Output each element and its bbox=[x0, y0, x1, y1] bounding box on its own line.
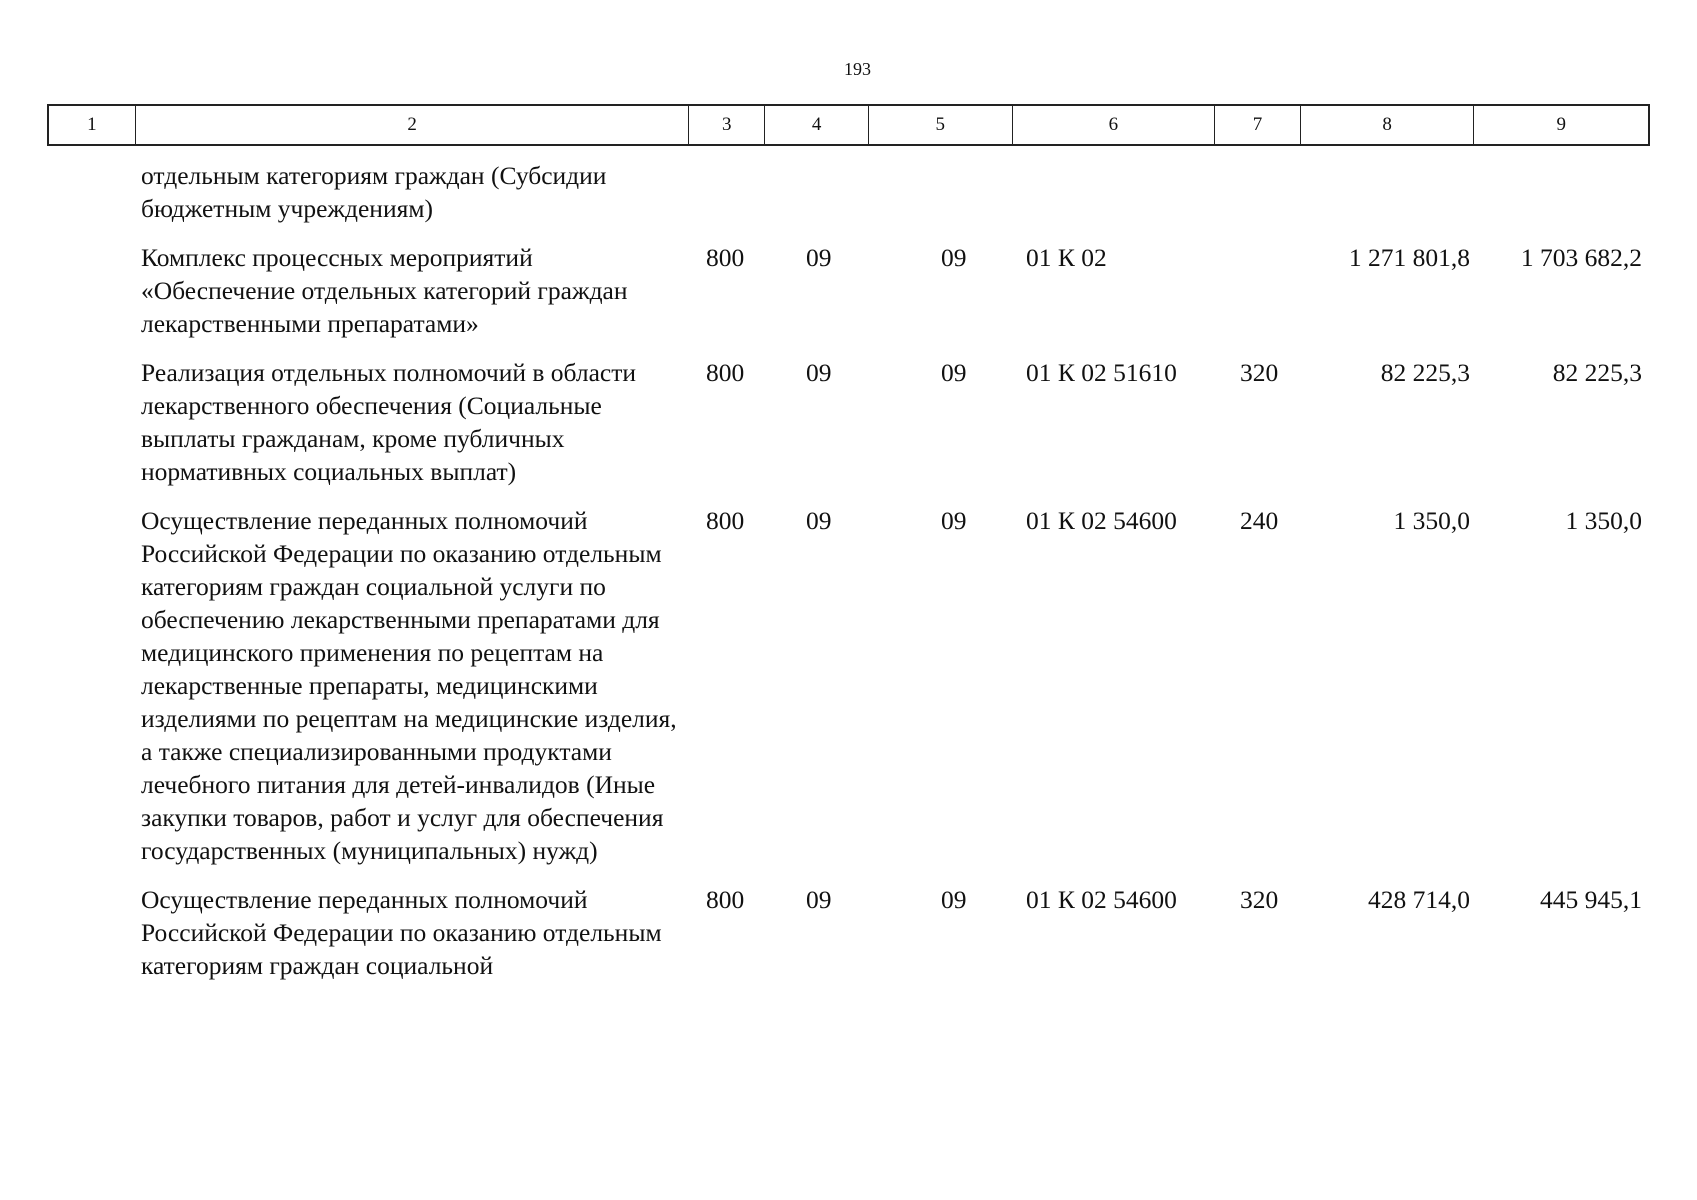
row-cell-5: 09 bbox=[941, 358, 967, 387]
row-cell-4 bbox=[766, 159, 870, 225]
column-header-6: 6 bbox=[1013, 106, 1216, 144]
row-cell-8: 428 714,0 bbox=[1368, 885, 1470, 914]
row-cell-3: 800 bbox=[706, 885, 745, 914]
column-header-4: 4 bbox=[765, 106, 869, 144]
row-cell-6: 01 К 02 54600 bbox=[1026, 885, 1177, 914]
row-cell-8: 1 350,0 bbox=[1393, 506, 1470, 535]
row-cell-4: 09 bbox=[806, 506, 832, 535]
row-cell-8: 82 225,3 bbox=[1380, 358, 1470, 387]
table-row bbox=[0, 356, 1697, 488]
column-header-5: 5 bbox=[869, 106, 1013, 144]
row-cell-8 bbox=[1303, 159, 1477, 225]
row-cell-5: 09 bbox=[941, 243, 967, 272]
table-row bbox=[0, 159, 1697, 225]
column-header-9: 9 bbox=[1556, 114, 1566, 135]
column-header-2: 2 bbox=[136, 106, 690, 144]
row-cell-6: 01 К 02 bbox=[1026, 243, 1107, 272]
row-cell-5 bbox=[870, 159, 1014, 225]
row-cell-9 bbox=[1477, 159, 1650, 225]
column-header-1: 1 bbox=[49, 106, 136, 144]
row-cell-9: 1 350,0 bbox=[1565, 506, 1642, 535]
row-name-cell: отдельным категориям граждан (Субсидии бюджетным учреждениям) bbox=[141, 161, 607, 223]
row-cell-3 bbox=[690, 159, 766, 225]
table-row bbox=[0, 241, 1697, 340]
row-cell-3: 800 bbox=[706, 506, 745, 535]
row-name-cell: Осуществление переданных полномочий Российской Федерации по оказанию отдельным категориям граждан социальной услуги по обеспечению лекарственными препаратами для медицинского применения по рецептам на лекарственные препараты, медицинскими изделиями по рецептам на медицинские изделия, а также специализированными продуктами лечебного питания для детей-инвалидов (Иные закупки товаров, работ и услуг для обеспечения государственных (муниципальных) нужд) bbox=[141, 506, 677, 865]
row-cell-7: 320 bbox=[1240, 358, 1279, 387]
page-number: 193 bbox=[844, 59, 871, 79]
row-cell-9: 82 225,3 bbox=[1552, 358, 1642, 387]
row-name-cell: Комплекс процессных мероприятий «Обеспечение отдельных категорий граждан лекарственными препаратами» bbox=[141, 243, 628, 338]
row-name-cell: Осуществление переданных полномочий Российской Федерации по оказанию отдельным категориям граждан социальной bbox=[141, 885, 662, 980]
table-body bbox=[0, 159, 1697, 998]
row-cell-7: 320 bbox=[1240, 885, 1279, 914]
row-cell-9: 1 703 682,2 bbox=[1520, 243, 1642, 272]
row-cell-3: 800 bbox=[706, 358, 745, 387]
row-cell-6: 01 К 02 51610 bbox=[1026, 358, 1177, 387]
row-cell-6: 01 К 02 54600 bbox=[1026, 506, 1177, 535]
row-cell-7 bbox=[1217, 159, 1303, 225]
row-cell-5: 09 bbox=[941, 885, 967, 914]
table-row bbox=[0, 883, 1697, 982]
row-cell-6 bbox=[1014, 159, 1217, 225]
column-header-7: 7 bbox=[1215, 106, 1301, 144]
row-cell-9: 445 945,1 bbox=[1540, 885, 1642, 914]
row-cell-7 bbox=[1217, 241, 1303, 340]
row-cell-8: 1 271 801,8 bbox=[1348, 243, 1470, 272]
row-cell-4: 09 bbox=[806, 358, 832, 387]
column-header-row bbox=[47, 104, 1650, 146]
row-name-cell: Реализация отдельных полномочий в области лекарственного обеспечения (Социальные выплаты гражданам, кроме публичных нормативных социальных выплат) bbox=[141, 358, 637, 486]
row-cell-3: 800 bbox=[706, 243, 745, 272]
row-cell-5: 09 bbox=[941, 506, 967, 535]
row-cell-7: 240 bbox=[1240, 506, 1279, 535]
row-cell-4: 09 bbox=[806, 243, 832, 272]
column-header-3: 3 bbox=[689, 106, 765, 144]
column-header-8: 8 bbox=[1301, 106, 1475, 144]
row-cell-4: 09 bbox=[806, 885, 832, 914]
table-row bbox=[0, 504, 1697, 867]
